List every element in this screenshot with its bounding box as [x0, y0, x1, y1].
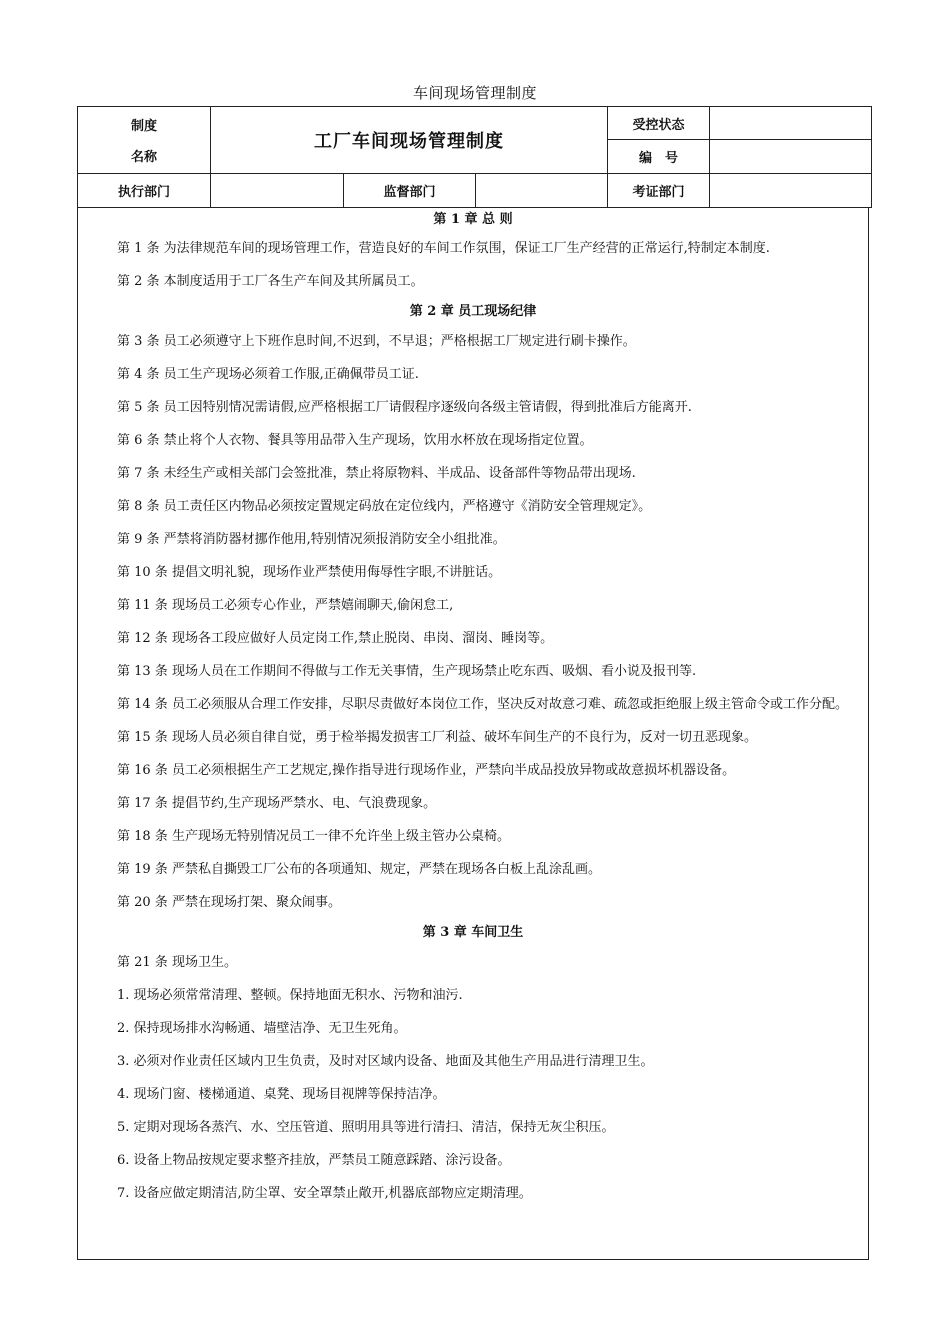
label-controlled-status: 受控状态 — [608, 107, 710, 140]
hygiene-item-6: 6. 设备上物品按规定要求整齐挂放，严禁员工随意踩踏、涂污设备。 — [117, 1153, 511, 1168]
label-zhidu: 制度 — [130, 119, 157, 134]
document-name: 工厂车间现场管理制度 — [211, 107, 608, 174]
label-supervising-dept: 监督部门 — [344, 174, 476, 208]
hygiene-item-2: 2. 保持现场排水沟畅通、墙壁洁净、无卫生死角。 — [117, 1021, 407, 1036]
article-9: 第 9 条 严禁将消防器材挪作他用,特别情况须报消防安全小组批准。 — [117, 532, 506, 547]
hygiene-item-1: 1. 现场必须常常清理、整顿。保持地面无积水、污物和油污. — [117, 988, 463, 1003]
article-4: 第 4 条 员工生产现场必须着工作服,正确佩带员工证. — [117, 367, 419, 382]
article-11: 第 11 条 现场员工必须专心作业，严禁嬉闹聊天,偷闲怠工, — [117, 598, 454, 613]
value-verification-dept — [710, 174, 872, 208]
article-1: 第 1 条 为法律规范车间的现场管理工作，营造良好的车间工作氛围，保证工厂生产经营的正常运行,特制定本制度. — [117, 241, 770, 256]
article-14: 第 14 条 员工必须服从合理工作安排，尽职尽责做好本岗位工作，坚决反对故意刁难、疏忽或拒绝服上级主管命令或工作分配。 — [117, 697, 848, 712]
article-3: 第 3 条 员工必须遵守上下班作息时间,不迟到，不早退；严格根据工厂规定进行刷卡操作。 — [117, 334, 636, 349]
chapter-1-title: 第 1 章 总 则 — [433, 212, 513, 227]
article-7: 第 7 条 未经生产或相关部门会签批准，禁止将原物料、半成品、设备部件等物品带出现场. — [117, 466, 636, 481]
article-6: 第 6 条 禁止将个人衣物、餐具等用品带入生产现场，饮用水杯放在现场指定位置。 — [117, 433, 593, 448]
article-10: 第 10 条 提倡文明礼貌，现场作业严禁使用侮辱性字眼,不讲脏话。 — [117, 565, 502, 580]
article-12: 第 12 条 现场各工段应做好人员定岗工作,禁止脱岗、串岗、溜岗、睡岗等。 — [117, 631, 554, 646]
hygiene-item-5: 5. 定期对现场各蒸汽、水、空压管道、照明用具等进行清扫、清洁，保持无灰尘积压。 — [117, 1120, 615, 1135]
article-18: 第 18 条 生产现场无特别情况员工一律不允许坐上级主管办公桌椅。 — [117, 829, 510, 844]
article-15: 第 15 条 现场人员必须自律自觉，勇于检举揭发损害工厂利益、破坏车间生产的不良行为，反对一切丑恶现象。 — [117, 730, 757, 745]
value-controlled-status — [710, 107, 872, 140]
regulation-content — [77, 207, 869, 1260]
label-zhidu-mingcheng — [78, 107, 211, 174]
label-executing-dept: 执行部门 — [78, 174, 211, 208]
value-number — [710, 140, 872, 174]
chapter-3-title: 第 3 章 车间卫生 — [422, 925, 524, 940]
article-13: 第 13 条 现场人员在工作期间不得做与工作无关事情，生产现场禁止吃东西、吸烟、看小说及报刊等. — [117, 664, 697, 679]
article-21: 第 21 条 现场卫生。 — [117, 955, 237, 970]
hygiene-item-7: 7. 设备应做定期清洁,防尘罩、安全罩禁止敞开,机器底部物应定期清理。 — [117, 1186, 532, 1201]
chapter-2-title: 第 2 章 员工现场纪律 — [409, 304, 537, 319]
article-19: 第 19 条 严禁私自撕毁工厂公布的各项通知、规定，严禁在现场各白板上乱涂乱画。 — [117, 862, 601, 877]
header-table — [77, 106, 872, 208]
article-20: 第 20 条 严禁在现场打架、聚众闹事。 — [117, 895, 341, 910]
hygiene-item-3: 3. 必须对作业责任区域内卫生负责，及时对区域内设备、地面及其他生产用品进行清理卫生。 — [117, 1054, 654, 1069]
article-5: 第 5 条 员工因特别情况需请假,应严格根据工厂请假程序逐级向各级主管请假，得到批准后方能离开. — [117, 400, 692, 415]
article-16: 第 16 条 员工必须根据生产工艺规定,操作指导进行现场作业，严禁向半成品投放异物或故意损坏机器设备。 — [117, 763, 736, 778]
hygiene-item-4: 4. 现场门窗、楼梯通道、桌凳、现场目视牌等保持洁净。 — [117, 1087, 446, 1102]
value-supervising-dept — [476, 174, 608, 208]
article-8: 第 8 条 员工责任区内物品必须按定置规定码放在定位线内，严格遵守《消防安全管理规定》。 — [117, 499, 652, 514]
article-17: 第 17 条 提倡节约,生产现场严禁水、电、气浪费现象。 — [117, 796, 437, 811]
label-number: 编 号 — [608, 140, 710, 174]
label-verification-dept: 考证部门 — [608, 174, 710, 208]
label-mingcheng: 名称 — [130, 150, 157, 165]
article-2: 第 2 条 本制度适用于工厂各生产车间及其所属员工。 — [117, 274, 424, 289]
value-executing-dept — [211, 174, 344, 208]
page-title: 车间现场管理制度 — [412, 84, 537, 102]
